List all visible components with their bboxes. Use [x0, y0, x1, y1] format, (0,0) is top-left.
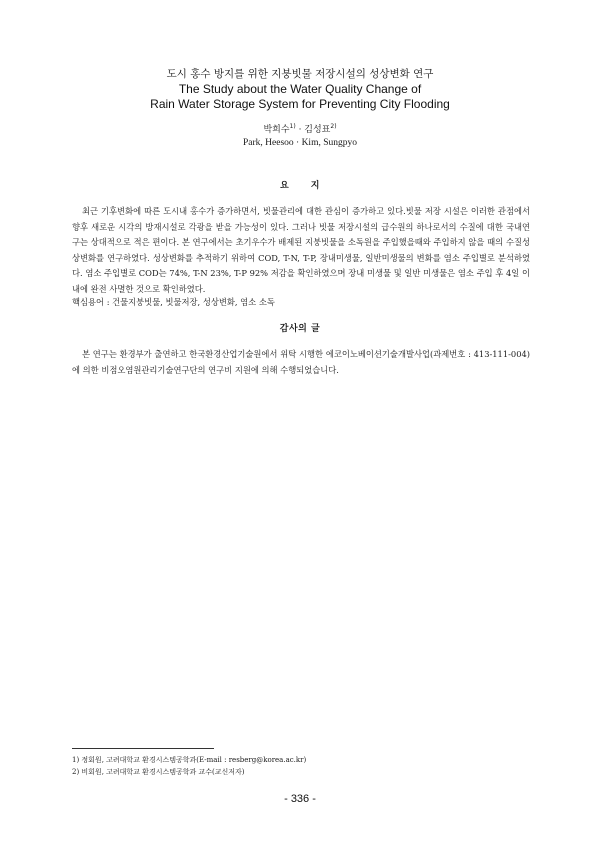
- authors-korean: [0, 124, 600, 137]
- title-english-line1: The Study about the Water Quality Change of: [178, 82, 422, 96]
- footnotes: [72, 754, 530, 778]
- keywords: 핵심용어 : 건물지붕빗물, 빗물저장, 성상변화, 염소 소독: [72, 297, 275, 307]
- title-korean: 도시 홍수 방지를 위한 지붕빗물 저장시설의 성상변화 연구: [166, 68, 434, 80]
- abstract-heading: 요 지: [279, 181, 321, 191]
- acknowledgement-body: 본 연구는 환경부가 출연하고 한국환경산업기술원에서 위탁 시행한 에코이노베이션기술개발사업(과제번호 : 413-111-004)에 의한 비점오염원관리기술연구단의 연구비 지원에 의해 수행되었습니다.: [72, 349, 530, 375]
- author1-footnote-mark: 1): [289, 123, 296, 130]
- authors-block: [0, 124, 600, 150]
- footnote-1: 1) 정회원, 고려대학교 환경시스템공학과(E-mail : resberg@korea.ac.kr): [72, 756, 307, 764]
- author2-footnote-mark: 2): [330, 123, 337, 130]
- abstract-body: 최근 기후변화에 따른 도시내 홍수가 증가하면서, 빗물관리에 대한 관심이 증가하고 있다.빗물 저장 시설은 이러한 관점에서 향후 새로운 시각의 방재시설로 각광을 받을 가능성이 있다. 그러나 빗물 저장시설의 급수원의 하나로서의 수질에 대한 국내연구는 상대적으로 적은 편이다. 본 연구에서는 초기우수가 배제된 지붕빗물을 소독원을 주입했을때와 주입하지 않을 때의 수질성상변화를 연구하였다. 성상변화를 추적하기 위하여 COD, T-N, T-P, 장내미생물, 일반미생물의 변화를 염소 주입별로 분석하였다. 염소 주입별로 COD는 74%, T-N 23%, T-P 92% 저감을 확인하였으며 장내 미생물 및 일반 미생물은 염소 주입 후 4일 이내에 완전 사멸한 것으로 확인하였다.: [72, 206, 530, 294]
- footnote-divider: [72, 748, 214, 749]
- title-english-line2: Rain Water Storage System for Preventing City Flooding: [150, 97, 450, 111]
- acknowledgement-heading: 감사의 글: [279, 324, 321, 334]
- footnote-2: 2) 비회원, 고려대학교 환경시스템공학과 교수(교신저자): [72, 768, 245, 776]
- page-number: - 336 -: [284, 793, 316, 805]
- author-separator: ·: [295, 125, 305, 135]
- author1-name: 박희수: [263, 125, 290, 135]
- title-block: [0, 66, 600, 112]
- author2-name: 김성표: [304, 125, 331, 135]
- authors-english: Park, Heesoo · Kim, Sungpyo: [243, 138, 357, 148]
